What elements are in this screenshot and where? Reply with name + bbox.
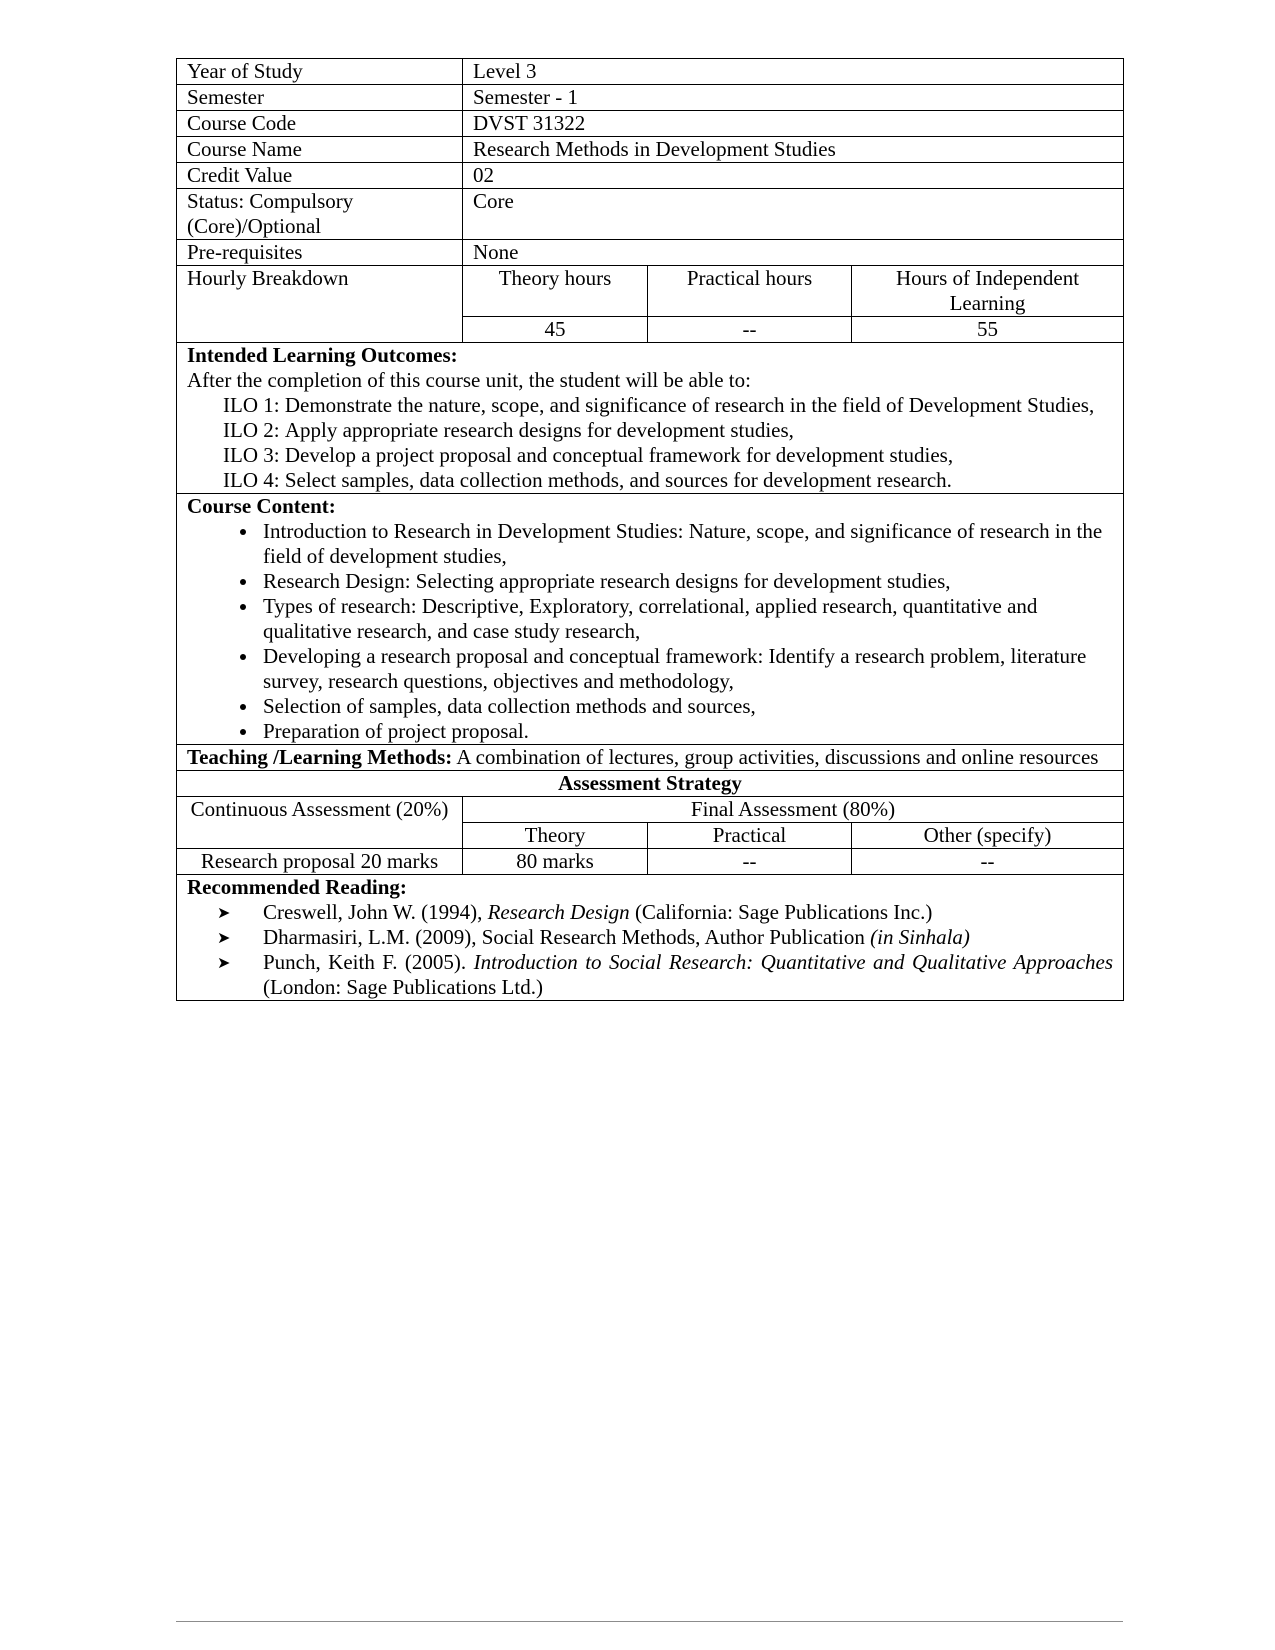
practical-hours-value: -- [648, 317, 852, 343]
reading-text: (London: Sage Publications Ltd.) [263, 975, 543, 999]
course-content-item: • Selection of samples, data collection methods and sources, [259, 694, 1113, 719]
independent-hours-header: Hours of Independent Learning [852, 266, 1124, 317]
info-value: Level 3 [463, 59, 1124, 85]
syllabus-page [176, 58, 1123, 1001]
course-content-item: • Preparation of project proposal. [259, 719, 1113, 744]
reading-item [217, 900, 1113, 925]
info-label: Status: Compulsory (Core)/Optional [177, 189, 463, 240]
info-row-course-name [177, 137, 1124, 163]
theory-hours-header: Theory hours [463, 266, 648, 317]
ilo-label: ILO 3: [223, 443, 280, 467]
course-content-section [177, 494, 1124, 745]
hourly-label: Hourly Breakdown [177, 266, 463, 343]
reading-text: Creswell, John W. (1994), [263, 900, 488, 924]
ilo-list [187, 393, 1113, 493]
reading-list [187, 900, 1113, 1000]
reading-title: Research Design [487, 900, 630, 924]
ilo-item [223, 418, 1113, 443]
course-content-item: • Introduction to Research in Development Studies: Nature, scope, and significance of research in the field of development studies, [259, 519, 1113, 569]
final-theory-header: Theory [463, 823, 648, 849]
info-label: Pre-requisites [177, 240, 463, 266]
ilo-text: Select samples, data collection methods, and sources for development research. [284, 468, 952, 492]
continuous-assessment-value: Research proposal 20 marks [177, 849, 463, 875]
reading-title: Introduction to Social Research: Quantitative and Qualitative Approaches [473, 950, 1114, 974]
info-value: Core [463, 189, 1124, 240]
ilo-section [177, 343, 1124, 494]
ilo-label: ILO 2: [223, 418, 280, 442]
ilo-label: ILO 1: [223, 393, 280, 417]
info-row-credit-value [177, 163, 1124, 189]
course-content-heading: Course Content: [187, 494, 336, 518]
arrow-bullet-icon: ➤ [217, 953, 231, 972]
teaching-methods-label: Teaching /Learning Methods: [187, 745, 453, 769]
ilo-heading: Intended Learning Outcomes: [187, 343, 458, 367]
info-row-prerequisites [177, 240, 1124, 266]
practical-hours-header: Practical hours [648, 266, 852, 317]
info-row-semester [177, 85, 1124, 111]
reading-title: (in Sinhala) [870, 925, 970, 949]
final-other-header: Other (specify) [852, 823, 1124, 849]
reading-text: Dharmasiri, L.M. (2009), Social Research Methods, Author Publication [263, 925, 871, 949]
ilo-label: ILO 4: [223, 468, 280, 492]
ilo-text: Demonstrate the nature, scope, and significance of research in the field of Development Studies, [284, 393, 1095, 417]
info-label: Semester [177, 85, 463, 111]
reading-item [217, 950, 1113, 1000]
recommended-reading-heading: Recommended Reading: [187, 875, 407, 899]
continuous-assessment-label: Continuous Assessment (20%) [177, 797, 463, 849]
arrow-bullet-icon: ➤ [217, 903, 231, 922]
ilo-intro: After the completion of this course unit, the student will be able to: [187, 368, 751, 392]
theory-hours-value: 45 [463, 317, 648, 343]
info-value: Research Methods in Development Studies [463, 137, 1124, 163]
course-content-item: • Research Design: Selecting appropriate research designs for development studies, [259, 569, 1113, 594]
ilo-text: Develop a project proposal and conceptual framework for development studies, [284, 443, 954, 467]
assessment-values-row [177, 849, 1124, 875]
reading-text: (California: Sage Publications Inc.) [629, 900, 933, 924]
arrow-bullet-icon: ➤ [217, 928, 231, 947]
info-value: 02 [463, 163, 1124, 189]
ilo-item [223, 393, 1113, 418]
teaching-methods-row [177, 745, 1124, 771]
info-value: Semester - 1 [463, 85, 1124, 111]
info-label: Credit Value [177, 163, 463, 189]
assessment-header-row [177, 797, 1124, 823]
final-assessment-label: Final Assessment (80%) [463, 797, 1124, 823]
course-syllabus-table [176, 58, 1124, 1001]
ilo-item [223, 468, 1113, 493]
final-practical-header: Practical [648, 823, 852, 849]
info-value: DVST 31322 [463, 111, 1124, 137]
course-content-item: • Types of research: Descriptive, Exploratory, correlational, applied research, quantitative and qualitative research, and case study research, [259, 594, 1113, 644]
assessment-title-row [177, 771, 1124, 797]
info-label: Course Name [177, 137, 463, 163]
reading-item [217, 925, 1113, 950]
final-theory-value: 80 marks [463, 849, 648, 875]
info-row-year [177, 59, 1124, 85]
ilo-text: Apply appropriate research designs for development studies, [284, 418, 794, 442]
info-value: None [463, 240, 1124, 266]
final-other-value: -- [852, 849, 1124, 875]
info-label: Year of Study [177, 59, 463, 85]
assessment-strategy-title: Assessment Strategy [177, 771, 1124, 797]
footer-divider [176, 1621, 1123, 1622]
independent-hours-value: 55 [852, 317, 1124, 343]
info-label: Course Code [177, 111, 463, 137]
teaching-methods-text: A combination of lectures, group activities, discussions and online resources [456, 745, 1099, 769]
course-content-list [187, 519, 1113, 744]
reading-text: Punch, Keith F. (2005). [263, 950, 474, 974]
info-row-status [177, 189, 1124, 240]
info-row-course-code [177, 111, 1124, 137]
ilo-item [223, 443, 1113, 468]
course-content-item: • Developing a research proposal and conceptual framework: Identify a research problem, literature survey, research questions, objectives and methodology, [259, 644, 1113, 694]
final-practical-value: -- [648, 849, 852, 875]
recommended-reading-section [177, 875, 1124, 1001]
hourly-header-row [177, 266, 1124, 317]
